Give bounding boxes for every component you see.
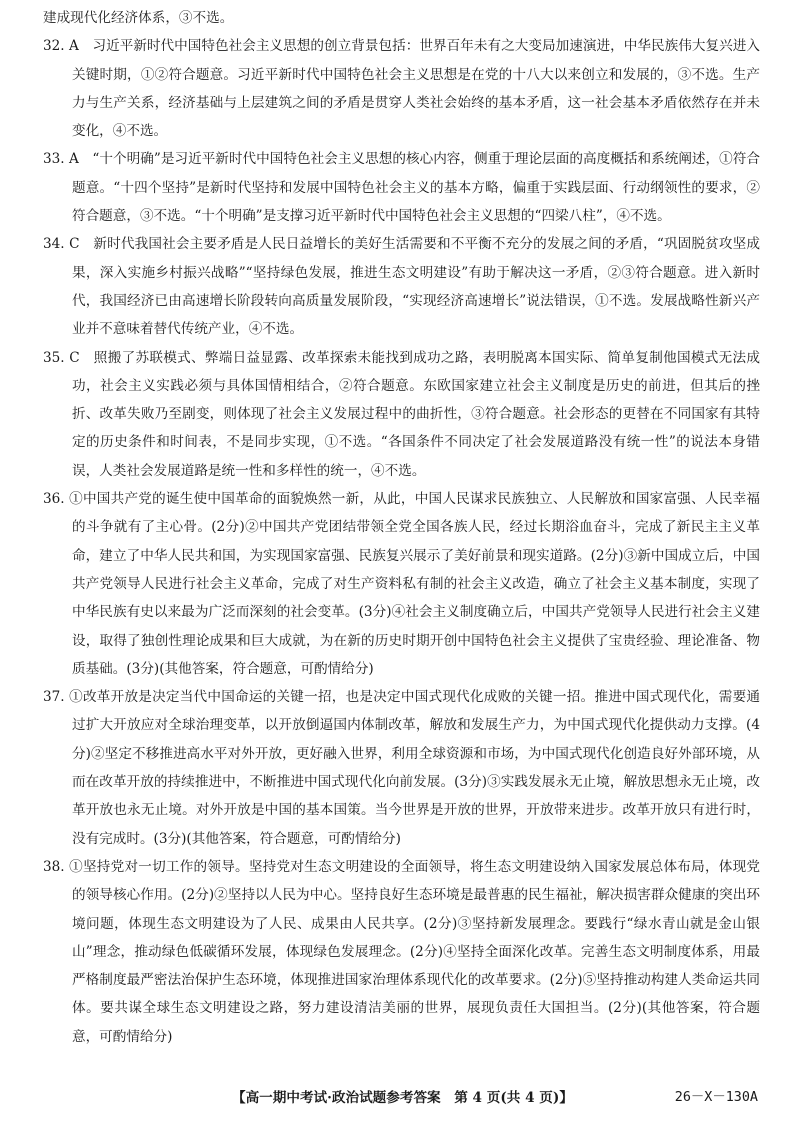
answer-32	[43, 32, 760, 145]
answer-35	[43, 344, 760, 485]
answer-33	[43, 145, 760, 230]
answer-32-text: 32. A 习近平新时代中国特色社会主义思想的创立背景包括：世界百年未有之大变局加速演进，中华民族伟大复兴进入关键时期，①②符合题意。习近平新时代中国特色社会主义思想是在党的十八大以来创立和发展的，③不选。生产力与生产关系，经济基础与上层建筑之间的矛盾是贯穿人类社会始终的基本矛盾，这一社会基本矛盾依然存在并未变化，④不选。	[43, 38, 760, 140]
footer-title: 【高一期中考试·政治试题参考答案 第 4 页(共 4 页)】	[232, 1090, 573, 1106]
answer-36	[43, 485, 760, 683]
answer-38	[43, 853, 760, 1051]
answer-38-text: 38. ①坚持党对一切工作的领导。坚持党对生态文明建设的全面领导，将生态文明建设纳入国家发展总体布局，体现党的领导核心作用。(2分)②坚持以人民为中心。坚持良好生态环境是最普惠的民生福祉，解决损害群众健康的突出环境问题，体现生态文明建设为了人民、成果由人民共享。(2分)③坚持新发展理念。要践行“绿水青山就是金山银山”理念，推动绿色低碳循环发展，体现绿色发展理念。(2分)④坚持全面深化改革。完善生态文明制度体系，用最严格制度最严密法治保护生态环境，体现推进国家治理体系现代化的改革要求。(2分)⑤坚持推动构建人类命运共同体。要共谋全球生态文明建设之路，努力建设清洁美丽的世界，展现负责任大国担当。(2分)(其他答案，符合题意，可酌情给分)	[43, 858, 760, 1045]
continued-text: 建成现代化经济体系，③不选。	[43, 10, 234, 26]
footer-code: 26－X－130A	[674, 1090, 758, 1105]
answer-35-text: 35. C 照搬了苏联模式、弊端日益显露、改革探索未能找到成功之路，表明脱离本国实际、简单复制他国模式无法成功，社会主义实践必须与具体国情相结合，②符合题意。东欧国家建立社会主义制度是历史的前进，但其后的挫折、改革失败乃至剧变，则体现了社会主义发展过程中的曲折性，③符合题意。社会形态的更替在不同国家有其特定的历史条件和时间表，不是同步实现，①不选。“各国条件不同决定了社会发展道路没有统一性”的说法本身错误，人类社会发展道路是统一性和多样性的统一，④不选。	[43, 349, 760, 479]
answer-37	[43, 683, 760, 853]
answer-34-text: 34. C 新时代我国社会主要矛盾是人民日益增长的美好生活需要和不平衡不充分的发展之间的矛盾，“巩固脱贫攻坚成果，深入实施乡村振兴战略”“坚持绿色发展，推进生态文明建设”有助于解决这一矛盾，②③符合题意。进入新时代，我国经济已由高速增长阶段转向高质量发展阶段，“实现经济高速增长”说法错误，①不选。发展战略性新兴产业并不意味着替代传统产业，④不选。	[43, 236, 760, 338]
answer-36-text: 36. ①中国共产党的诞生使中国革命的面貌焕然一新，从此，中国人民谋求民族独立、人民解放和国家富强、人民幸福的斗争就有了主心骨。(2分)②中国共产党团结带领全党全国各族人民，经过长期浴血奋斗，完成了新民主主义革命，建立了中华人民共和国，为实现国家富强、民族复兴展示了美好前景和现实道路。(2分)③新中国成立后，中国共产党领导人民进行社会主义革命，完成了对生产资料私有制的社会主义改造，确立了社会主义基本制度，实现了中华民族有史以来最为广泛而深刻的社会变革。(3分)④社会主义制度确立后，中国共产党领导人民进行社会主义建设，取得了独创性理论成果和巨大成就，为在新的历史时期开创中国特色社会主义提供了宝贵经验、理论准备、物质基础。(3分)(其他答案，符合题意，可酌情给分)	[43, 491, 760, 677]
page-footer	[0, 1086, 800, 1110]
answer-34	[43, 230, 760, 343]
answer-33-text: 33. A “十个明确”是习近平新时代中国特色社会主义思想的核心内容，侧重于理论层面的高度概括和系统阐述，①符合题意。“十四个坚持”是新时代坚持和发展中国特色社会主义的基本方略，偏重于实践层面、行动纲领性的要求，②符合题意，③不选。“十个明确”是支撑习近平新时代中国特色社会主义思想的“四梁八柱”，④不选。	[43, 151, 760, 225]
answer-37-text: 37. ①改革开放是决定当代中国命运的关键一招，也是决定中国式现代化成败的关键一招。推进中国式现代化，需要通过扩大开放应对全球治理变革，以开放倒逼国内体制改革，解放和发展生产力，为中国式现代化提供动力支撑。(4分)②坚定不移推进高水平对外开放，更好融入世界，利用全球资源和市场，为中国式现代化创造良好外部环境，从而在改革开放的持续推进中，不断推进中国式现代化向前发展。(3分)③实践发展永无止境，解放思想永无止境，改革开放也永无止境。对外开放是中国的基本国策。当今世界是开放的世界，开放带来进步。改革开放只有进行时，没有完成时。(3分)(其他答案，符合题意，可酌情给分)	[43, 689, 760, 847]
